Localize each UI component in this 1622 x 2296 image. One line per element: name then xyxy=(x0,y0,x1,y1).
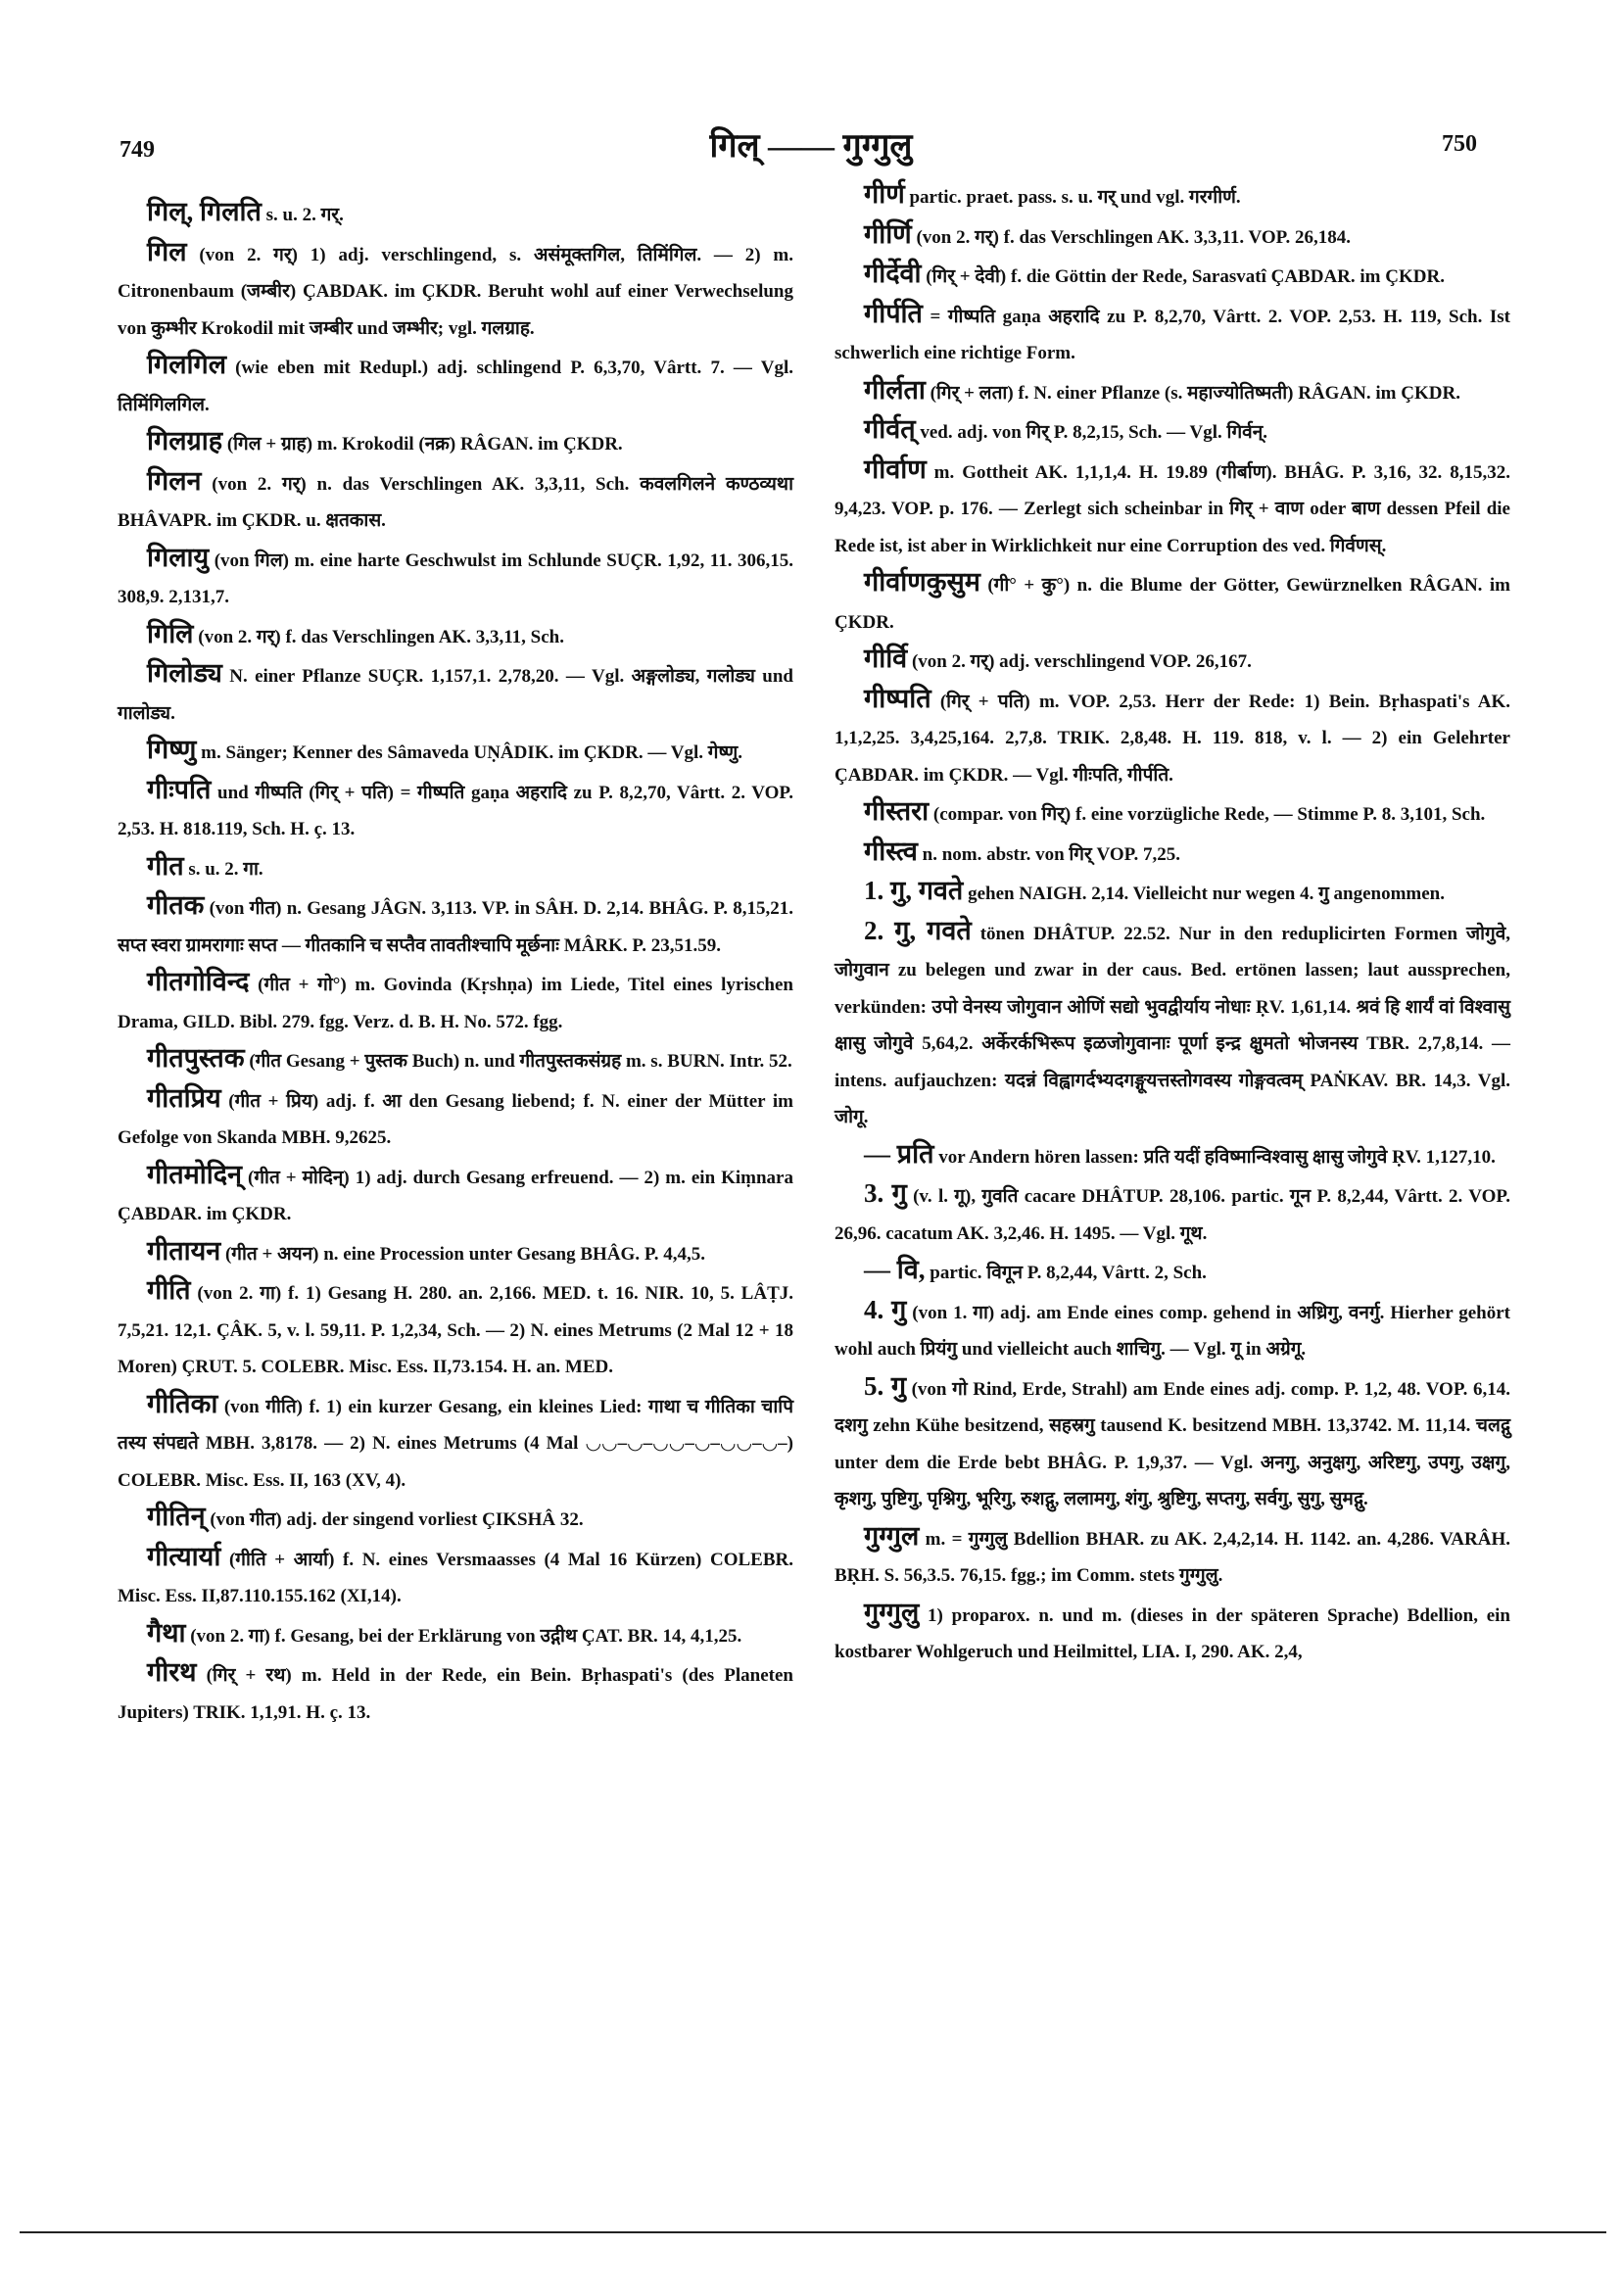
dictionary-entry xyxy=(118,887,793,964)
entry-body: (von 2. गर्) n. das Verschlingen AK. 3,3,11, Sch. कवलगिलने कण्ठव्यथा BHÂVAPR. im ÇKDR. u. क्षतकास. xyxy=(118,473,793,531)
dictionary-entry xyxy=(118,772,793,848)
dictionary-entry xyxy=(835,1175,1510,1252)
entry-headword: गीतगोविन्द xyxy=(147,967,250,996)
dictionary-entry xyxy=(835,1292,1510,1368)
dictionary-entry xyxy=(835,564,1510,641)
entry-body: s. u. 2. गा. xyxy=(183,858,263,880)
dictionary-entry xyxy=(835,176,1510,216)
dictionary-entry xyxy=(835,296,1510,372)
entry-headword: गीर्लता xyxy=(864,374,926,405)
entry-headword: गीतप्रिय xyxy=(147,1082,221,1113)
entry-headword: गीर्वत् xyxy=(864,414,916,444)
entry-body: (गिर् + लता) f. N. einer Pflanze (s. महाज्योतिष्मती) RÂGAN. im ÇKDR. xyxy=(925,382,1460,404)
entry-body: (von गीत) adj. der singend vorliest ÇIKSHÂ 32. xyxy=(205,1509,584,1530)
dictionary-entry xyxy=(835,1368,1510,1518)
entry-headword: गीतिका xyxy=(147,1388,218,1418)
dictionary-entry xyxy=(118,1615,793,1655)
entry-headword: गीतक xyxy=(147,890,205,920)
entry-headword: गिलग्राह xyxy=(147,426,223,455)
entry-body: m. Gottheit AK. 1,1,1,4. H. 19.89 (गीर्बाण). BHÂG. P. 3,16, 32. 8,15,32. 9,4,23. VOP. p. 176. — Zerlegt sich scheinbar in गिर् + वाण oder बाण dessen Pfeil die Rede ist, ist aber in Wirklichkeit nur eine Corruption des ved. गिर्वणस्. xyxy=(835,461,1510,556)
entry-body: (von 2. गा) f. Gesang, bei der Erklärung von उद्गीथ ÇAT. BR. 14, 4,1,25. xyxy=(185,1625,742,1647)
dictionary-entry xyxy=(835,793,1510,834)
entry-headword: गीतायन xyxy=(147,1235,221,1266)
entry-body: partic. praet. pass. s. u. गर् und vgl. गरगीर्ण. xyxy=(904,187,1241,208)
entry-body: (गीत + मोदिन्) 1) adj. durch Gesang erfreuend. — 2) m. ein Kiṃnara ÇABDAR. im ÇKDR. xyxy=(118,1167,793,1224)
entry-headword: गीर्वाणकुसुम xyxy=(864,567,980,597)
entry-body: (von 2. गा) f. 1) Gesang H. 280. an. 2,166. MED. t. 16. NIR. 10, 5. LÂṬJ. 7,5,21. 12,1. ÇÂK. 5, v. l. 59,11. P. 1,2,34, Sch. — 2) N. eines Metrums (2 Mal 12 + 18 Moren) ÇRUT. 5. COLEBR. Misc. Ess. II,73.154. H. an. MED. xyxy=(118,1283,793,1377)
dictionary-entry xyxy=(118,732,793,772)
entry-headword: गीरथ xyxy=(147,1657,197,1687)
entry-headword: गुग्गुलु xyxy=(864,1597,920,1627)
dictionary-entry xyxy=(835,641,1510,681)
entry-headword: गीर्णि xyxy=(864,218,912,249)
entry-headword: गीर्ण xyxy=(864,179,905,209)
right-column xyxy=(835,176,1510,1671)
entry-headword: गीस्तरा xyxy=(864,796,930,826)
entry-body: 1) proparox. n. und m. (dieses in der späteren Sprache) Bdellion, ein kostbarer Wohlgeruch und Heilmittel, LIA. I, 290. AK. 2,4, xyxy=(835,1604,1510,1662)
entry-headword: गीत्यार्या xyxy=(147,1541,221,1571)
dictionary-entry xyxy=(835,1595,1510,1671)
entry-body: gehen NAIGH. 2,14. Vielleicht nur wegen 4. गु angenommen. xyxy=(963,884,1445,904)
page-number-right: 750 xyxy=(1442,131,1477,157)
entry-body: (von 2. गर्) adj. verschlingend VOP. 26,167. xyxy=(907,651,1252,672)
entry-body: (गीत + प्रिय) adj. f. आ den Gesang liebend; f. N. einer der Mütter im Gefolge von Skanda MBH. 9,2625. xyxy=(118,1090,793,1148)
dictionary-entry xyxy=(118,540,793,616)
entry-headword: 4. गु xyxy=(864,1294,907,1324)
dictionary-entry xyxy=(118,194,793,234)
entry-headword: गिल्, गिलति xyxy=(147,197,262,226)
entry-headword: 1. गु, गवते xyxy=(864,876,964,905)
entry-headword: गीष्पति xyxy=(864,683,931,713)
entry-headword: — वि, xyxy=(864,1255,926,1284)
dictionary-entry xyxy=(835,372,1510,412)
dictionary-entry xyxy=(118,234,793,348)
entry-headword: गीस्त्व xyxy=(864,836,918,866)
entry-body: = गीष्पति gaṇa अहरादि zu P. 8,2,70, Vârtt. 2. VOP. 2,53. H. 119, Sch. Ist schwerlich eine richtige Form. xyxy=(835,306,1510,363)
dictionary-entry xyxy=(118,1386,793,1500)
dictionary-entry xyxy=(835,1252,1510,1292)
entry-body: (von गिल) m. eine harte Geschwulst im Schlunde SUÇR. 1,92, 11. 306,15. 308,9. 2,131,7. xyxy=(118,550,793,607)
dictionary-entry xyxy=(118,347,793,423)
entry-body: (गी° + कु°) n. die Blume der Götter, Gewürznelken RÂGAN. im ÇKDR. xyxy=(835,575,1510,633)
entry-body: N. einer Pflanze SUÇR. 1,157,1. 2,78,20. — Vgl. अङ्गलोड्य, गलोड्य und गालोड्य. xyxy=(118,666,793,724)
entry-body: n. nom. abstr. von गिर् VOP. 7,25. xyxy=(917,843,1181,865)
entry-headword: गीर्देवी xyxy=(864,259,922,288)
entry-headword: गीर्वाण xyxy=(864,454,927,484)
entry-headword: गीत xyxy=(147,850,184,881)
dictionary-entry xyxy=(835,834,1510,874)
dictionary-entry xyxy=(118,1157,793,1233)
entry-body: (गिर् + पति) m. VOP. 2,53. Herr der Rede: 1) Bein. Bṛhaspati's AK. 1,1,2,25. 3,4,25,164. 2,7,8. TRIK. 2,8,48. H. 119. 818, v. l. — 2) ein Gelehrter ÇABDAR. im ÇKDR. — Vgl. गीःपति, गीर्पति. xyxy=(835,691,1510,786)
entry-headword: गीर्वि xyxy=(864,644,908,673)
entry-headword: गिलोड्य xyxy=(147,658,222,688)
page-number-left: 749 xyxy=(119,137,155,163)
running-head: गिल् —— गुग्गुलु xyxy=(709,128,913,165)
entry-body: (von 2. गर्) f. das Verschlingen AK. 3,3,11. VOP. 26,184. xyxy=(911,226,1352,248)
entry-headword: गीर्पति xyxy=(864,298,923,328)
dictionary-entry xyxy=(835,873,1510,913)
entry-headword: 3. गु xyxy=(864,1178,907,1208)
dictionary-entry xyxy=(118,1654,793,1731)
entry-headword: 5. गु xyxy=(864,1370,907,1401)
dictionary-entry xyxy=(118,1499,793,1539)
entry-body: (गीत + गो°) m. Govinda (Kṛshṇa) im Liede, Titel eines lyrischen Drama, GILD. Bibl. 279. fgg. Verz. d. B. H. No. 572. fgg. xyxy=(118,975,793,1032)
dictionary-entry xyxy=(118,423,793,463)
entry-headword: गिलन xyxy=(147,465,202,496)
dictionary-entry xyxy=(118,848,793,888)
entry-body: (wie eben mit Redupl.) adj. schlingend P. 6,3,70, Vârtt. 7. — Vgl. तिमिंगिलगिल. xyxy=(118,358,793,415)
left-column xyxy=(118,194,793,1731)
dictionary-entry xyxy=(118,1539,793,1615)
entry-headword: गिलगिल xyxy=(147,350,226,379)
entry-headword: गिलायु xyxy=(147,542,210,572)
entry-headword: गीतमोदिन् xyxy=(147,1159,243,1189)
entry-headword: गीतिन् xyxy=(147,1502,206,1531)
entry-body: (von गीत) n. Gesang JÂGN. 3,113. VP. in SÂH. D. 2,14. BHÂG. P. 8,15,21. सप्त स्वरा ग्रामरागाः सप्त — गीतकानि च सप्तैव तावतीश्चापि मूर्छनाः MÂRK. P. 23,51.59. xyxy=(118,898,793,956)
entry-headword: गीति xyxy=(147,1275,191,1305)
dictionary-entry xyxy=(118,616,793,656)
bottom-rule xyxy=(20,2231,1606,2233)
entry-body: (गिर् + रथ) m. Held in der Rede, ein Bein. Bṛhaspati's (des Planeten Jupiters) TRIK. 1,1,91. H. ç. 13. xyxy=(118,1665,793,1723)
dictionary-entry xyxy=(118,655,793,732)
entry-body: (गिल + ग्राह) m. Krokodil (नक्र) RÂGAN. im ÇKDR. xyxy=(222,434,623,454)
entry-body: (von 2. गर्) 1) adj. verschlingend, s. असंमूक्तगिल, तिमिंगिल. — 2) m. Citronenbaum (जम्बीर) ÇABDAK. im ÇKDR. Beruht wohl auf einer Verwechselung von कुम्भीर Krokodil mit जम्बीर und जम्भीर; vgl. गलग्राह. xyxy=(118,244,793,339)
entry-headword: गिलि xyxy=(147,618,194,648)
entry-body: m. = गुग्गुलु Bdellion BHAR. zu AK. 2,4,2,14. H. 1142. an. 4,286. VARÂH. BṚH. S. 56,3.5. 76,15. fgg.; im Comm. stets गुग्गुलु. xyxy=(835,1528,1510,1586)
dictionary-entry xyxy=(118,1233,793,1273)
entry-body: (compar. von गिर्) f. eine vorzügliche Rede, — Stimme P. 8. 3,101, Sch. xyxy=(929,804,1486,825)
dictionary-entry xyxy=(835,1518,1510,1595)
entry-headword: — प्रति xyxy=(864,1138,934,1169)
entry-body: partic. विगून P. 8,2,44, Vârtt. 2, Sch. xyxy=(925,1263,1207,1283)
dictionary-entry xyxy=(835,1136,1510,1176)
entry-headword: गीःपति xyxy=(147,774,212,804)
dictionary-entry xyxy=(835,913,1510,1136)
dictionary-entry xyxy=(118,463,793,540)
entry-headword: गिष्णु xyxy=(147,735,197,764)
dictionary-entry xyxy=(118,1040,793,1080)
dictionary-entry xyxy=(118,964,793,1040)
entry-body: m. Sänger; Kenner des Sâmaveda UṆÂDIK. im ÇKDR. — Vgl. गेष्णु. xyxy=(196,742,743,763)
entry-body: (von गीति) f. 1) ein kurzer Gesang, ein kleines Lied: गाथा च गीतिका चापि तस्य संपद्यते MBH. 3,8178. — 2) N. eines Metrums (4 Mal ◡◡–◡–◡◡–◡–◡◡–◡–) COLEBR. Misc. Ess. II, 163 (XV, 4). xyxy=(118,1396,793,1491)
entry-headword: गिल xyxy=(147,236,187,266)
dictionary-entry xyxy=(835,216,1510,257)
entry-body: (गीत + अयन) n. eine Procession unter Gesang BHÂG. P. 4,4,5. xyxy=(220,1243,705,1265)
entry-body: und गीष्पति (गिर् + पति) = गीष्पति gaṇa अहरादि zu P. 8,2,70, Vârtt. 2. VOP. 2,53. H. 818.119, Sch. H. ç. 13. xyxy=(118,782,793,839)
entry-headword: गीतपुस्तक xyxy=(147,1043,245,1073)
dictionary-entry xyxy=(835,681,1510,794)
entry-headword: 2. गु, गवते xyxy=(864,915,972,945)
dictionary-entry xyxy=(118,1272,793,1386)
entry-headword: गैथा xyxy=(147,1617,186,1648)
entry-body: (गिर् + देवी) f. die Göttin der Rede, Sarasvatî ÇABDAR. im ÇKDR. xyxy=(921,266,1445,287)
entry-body: (von गो Rind, Erde, Strahl) am Ende eines adj. comp. P. 1,2, 48. VOP. 6,14. दशगु zehn Kühe besitzend, सहस्रगु tausend K. besitzend MBH. 13,3742. M. 11,14. चलद्गु unter dem die Erde bebt BHÂG. P. 1,9,37. — Vgl. अनगु, अनुक्षगु, अरिष्टगु, उपगु, उक्षगु, कृशगु, पुष्टिगु, पृश्निगु, भूरिगु, रुशद्गु, ललामगु, शंगु, श्रुष्टिगु, सप्तगु, सर्वगु, सुगु, सुमद्गु. xyxy=(835,1378,1510,1509)
dictionary-entry xyxy=(835,256,1510,296)
dictionary-entry xyxy=(118,1080,793,1157)
entry-headword: गुग्गुल xyxy=(864,1520,920,1551)
entry-body: tönen DHÂTUP. 22.52. Nur in den reduplicirten Formen जोगुवे, जोगुवान zu belegen und zwar in der caus. Bed. ertönen lassen; laut aussprechen, verkünden: उपो वेनस्य जोगुवान ओणिं सद्यो भुवद्वीर्याय नोधाः ṚV. 1,61,14. श्रवं हि शार्यं वां विश्वासु क्षासु जोगुवे 5,64,2. अर्केरर्कभिरूप इळजोगुवानाः पूर्णा इन्द्र क्षुमतो भोजनस्य TBR. 2,7,8,14. — intens. aufjauchzen: यदन्नं विह्वागर्दभ्यदगङ्गूयत्तस्तोगवस्य गोङ्गवत्वम् PAṄKAV. BR. 14,3. Vgl. जोगू. xyxy=(835,923,1511,1127)
entry-body: s. u. 2. गर्. xyxy=(261,205,344,225)
entry-body: ved. adj. von गिर् P. 8,2,15, Sch. — Vgl. गिर्वन्. xyxy=(915,422,1268,443)
dictionary-entry xyxy=(835,452,1510,565)
entry-body: (v. l. गू), गुवति cacare DHÂTUP. 28,106. partic. गून P. 8,2,44, Vârtt. 2. VOP. 26,96. cacatum AK. 3,2,46. H. 1495. — Vgl. गूथ. xyxy=(835,1186,1510,1244)
entry-body: vor Andern hören lassen: प्रति यदीं हविष्मान्विश्वासु क्षासु जोगुवे ṚV. 1,127,10. xyxy=(933,1146,1496,1168)
entry-body: (von 2. गर्) f. das Verschlingen AK. 3,3,11, Sch. xyxy=(193,626,564,647)
entry-body: (von 1. गा) adj. am Ende eines comp. gehend in अध्रिगु, वनर्गु. Hierher gehört wohl auch प्रियंगु und vielleicht auch शाचिगु. — Vgl. गू in अग्रेगू. xyxy=(835,1302,1511,1360)
entry-body: (गीति + आर्या) f. N. eines Versmaasses (4 Mal 16 Kürzen) COLEBR. Misc. Ess. II,87.110.155.162 (XI,14). xyxy=(118,1549,793,1606)
dictionary-entry xyxy=(835,411,1510,452)
entry-body: (गीत Gesang + पुस्तक Buch) n. und गीतपुस्तकसंग्रह m. s. BURN. Intr. 52. xyxy=(244,1051,792,1072)
